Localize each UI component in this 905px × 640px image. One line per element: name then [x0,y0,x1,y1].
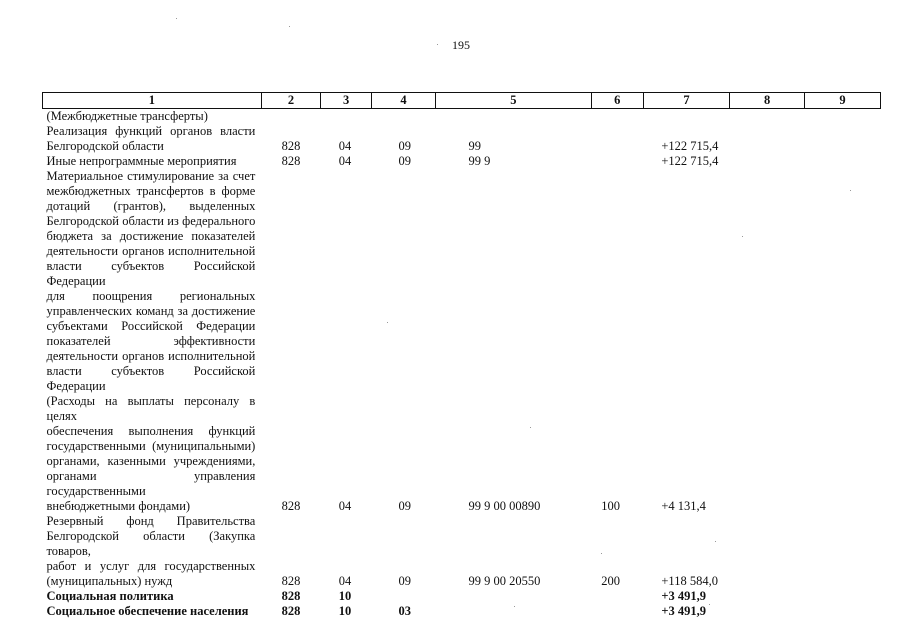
code-section-cell: 04 [338,499,352,513]
description-line: работ и услуг для государственных [46,559,256,573]
description-line: дотаций (грантов), выделенных [46,199,256,213]
code-expense-type-cell: 200 [601,574,620,588]
description-line: (Расходы на выплаты персоналу в целях [46,394,256,423]
code-subsection-cell: 09 [398,574,411,588]
empty-cell-8 [730,514,805,589]
scan-speck [530,427,531,428]
code-section-cell [321,109,372,125]
code-target-article-cell: 99 [468,139,481,153]
code-expense-type-cell: 100 [601,499,620,513]
empty-cell-9 [805,589,881,604]
header-cell: 9 [805,93,881,109]
amount-cell [643,109,729,125]
header-cell: 8 [730,93,805,109]
amount-cell: +122 715,4 [661,154,719,168]
empty-cell-9 [805,169,881,514]
row-description [43,169,262,514]
code-expense-type-cell [591,154,643,169]
description-line: государственными (муниципальными) [46,439,256,453]
empty-cell-9 [805,124,881,154]
amount-cell: +118 584,0 [661,574,718,588]
code-target-article-cell: 99 9 00 20550 [468,574,541,588]
empty-cell-8 [730,169,805,514]
table-row [43,604,881,619]
code-subsection-cell [371,589,435,604]
code-ministry-cell: 828 [281,499,301,513]
header-cell: 2 [261,93,320,109]
page-number: 195 [452,38,470,52]
code-subsection-cell: 09 [398,154,411,168]
description-line: межбюджетных трансфертов в форме [46,184,256,198]
description-line: (муниципальных) нужд [46,574,173,588]
code-target-article-cell: 99 9 00 00890 [468,499,541,513]
scan-speck [176,18,177,19]
table-row [43,109,881,125]
description-line: власти субъектов Российской Федерации [46,364,256,393]
code-ministry-cell: 828 [281,139,301,153]
code-ministry-cell [261,109,320,125]
code-section-cell: 10 [338,589,352,603]
code-section-cell: 04 [338,154,352,168]
code-subsection-cell [371,109,435,125]
description-line: внебюджетными фондами) [46,499,191,513]
code-expense-type-cell [591,109,643,125]
description-line: Белгородской области из федерального [46,214,256,228]
row-description [43,124,262,154]
code-ministry-cell: 828 [281,589,301,603]
code-subsection-cell: 09 [398,139,411,153]
amount-cell: +4 131,4 [661,499,706,513]
header-cell: 4 [371,93,435,109]
description-line: Резервный фонд Правительства [46,514,256,528]
table-row [43,514,881,589]
empty-cell-8 [730,604,805,619]
scan-speck [709,604,710,605]
scan-speck [742,236,743,237]
code-section-cell: 04 [338,574,352,588]
header-cell: 3 [321,93,372,109]
code-subsection-cell: 09 [398,499,411,513]
description-line: власти субъектов Российской Федерации [46,259,256,288]
row-description [43,109,262,125]
description-line: Белгородской области [46,139,164,153]
description-line: органами, казенными учреждениями, [46,454,256,468]
code-ministry-cell: 828 [281,154,301,168]
header-cell: 5 [435,93,591,109]
row-description [43,604,262,619]
header-row [43,93,881,109]
description-line: (Межбюджетные трансферты) [46,109,208,123]
code-expense-type-cell [591,589,643,604]
row-description [43,514,262,589]
description-line: для поощрения региональных [46,289,256,303]
table-row [43,169,881,514]
code-target-article-cell [435,109,591,125]
header-cell: 1 [43,93,262,109]
empty-cell-9 [805,154,881,169]
description-line: Белгородской области (Закупка товаров, [46,529,256,558]
header-cell: 7 [643,93,729,109]
table-row [43,589,881,604]
description-line: органами управления государственными [46,469,256,498]
scan-speck [514,606,515,607]
table-row [43,124,881,154]
amount-cell: +3 491,9 [661,589,706,603]
row-description [43,154,262,169]
code-ministry-cell: 828 [281,604,301,618]
empty-cell-8 [730,589,805,604]
scan-speck [289,26,290,27]
scan-speck [601,553,602,554]
description-line: деятельности органов исполнительной [46,244,256,258]
description-line: Реализация функций органов власти [46,124,256,138]
code-ministry-cell: 828 [281,574,301,588]
empty-cell-8 [730,154,805,169]
description-line: Иные непрограммные мероприятия [46,154,237,168]
description-line: Социальное обеспечение населения [46,604,249,618]
code-section-cell: 04 [338,139,352,153]
scan-speck [437,44,438,45]
empty-cell-8 [730,124,805,154]
description-line: управленческих команд за достижение [46,304,256,318]
row-description [43,589,262,604]
code-target-article-cell [435,589,591,604]
description-line: показателей эффективности [46,334,256,348]
description-line: бюджета за достижение показателей [46,229,256,243]
scan-speck [850,190,851,191]
code-expense-type-cell [591,124,643,154]
code-subsection-cell: 03 [398,604,411,618]
empty-cell-9 [805,109,881,125]
description-line: субъектами Российской Федерации [46,319,256,333]
code-target-article-cell: 99 9 [468,154,491,168]
amount-cell: +122 715,4 [661,139,719,153]
empty-cell-8 [730,109,805,125]
header-cell: 6 [591,93,643,109]
scan-speck [387,322,388,323]
description-line: Социальная политика [46,589,174,603]
description-line: деятельности органов исполнительной [46,349,256,363]
code-expense-type-cell [591,604,643,619]
table-row [43,154,881,169]
budget-table [42,92,881,619]
code-section-cell: 10 [338,604,352,618]
scan-speck [715,541,716,542]
amount-cell: +3 491,9 [661,604,706,618]
empty-cell-9 [805,604,881,619]
description-line: Материальное стимулирование за счет [46,169,256,183]
description-line: обеспечения выполнения функций [46,424,256,438]
empty-cell-9 [805,514,881,589]
